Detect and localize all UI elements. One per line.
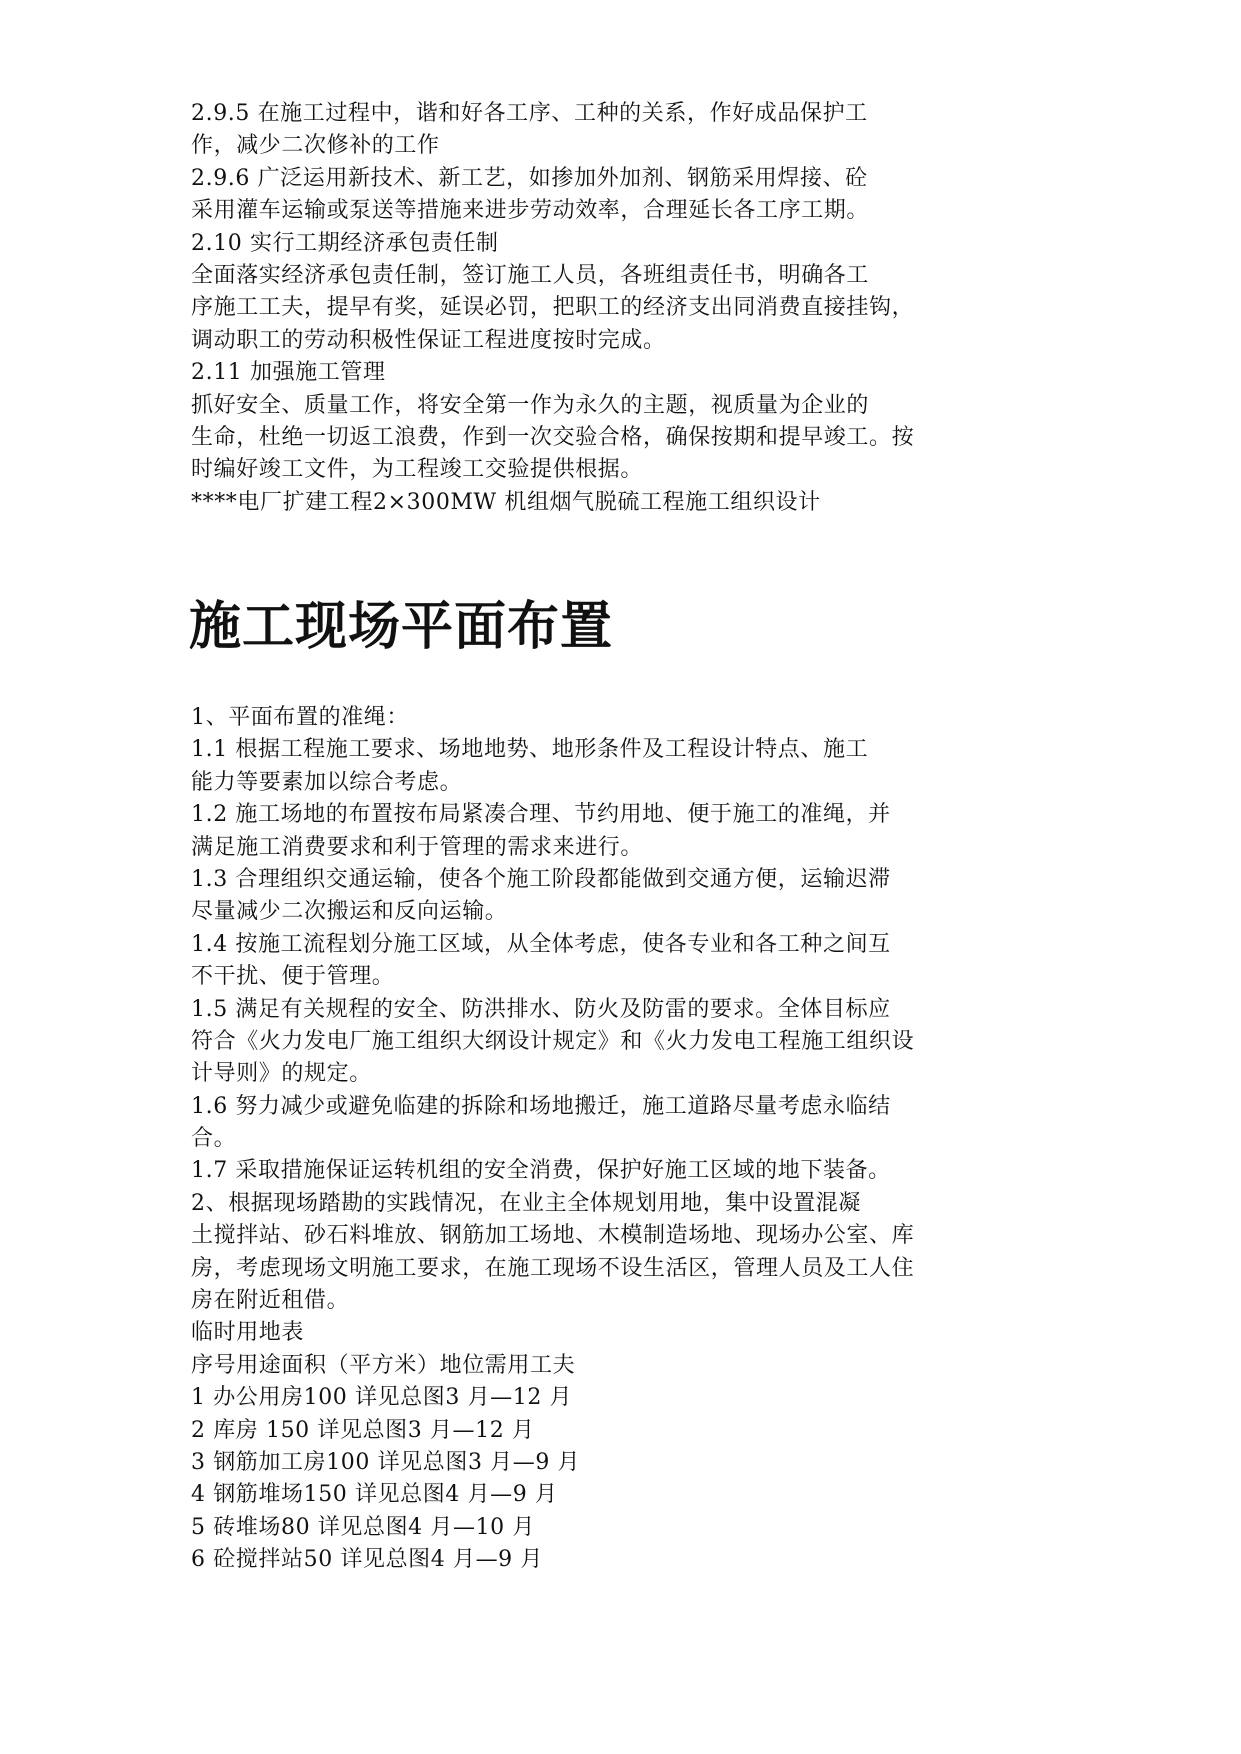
paragraph-line: 1.5 满足有关规程的安全、防洪排水、防火及防雷的要求。全体目标应: [191, 996, 891, 1022]
paragraph-line: 2、根据现场踏勘的实践情况，在业主全体规划用地，集中设置混凝: [191, 1190, 861, 1216]
table-row: 3 钢筋加工房100 详见总图3 月—9 月: [191, 1449, 581, 1475]
paragraph-line: 时编好竣工文件，为工程竣工交验提供根据。: [191, 457, 644, 483]
paragraph-line: 1.2 施工场地的布置按布局紧凑合理、节约用地、便于施工的准绳，并: [191, 802, 891, 828]
paragraph-line: 生命，杜绝一切返工浪费，作到一次交验合格，确保按期和提早竣工。按: [191, 424, 915, 450]
paragraph-line: 1.1 根据工程施工要求、场地地势、地形条件及工程设计特点、施工: [191, 737, 869, 763]
section-heading: 施工现场平面布置: [189, 597, 614, 657]
paragraph-line: 采用灌车运输或泵送等措施来进步劳动效率，合理延长各工序工期。: [191, 198, 870, 224]
subsection-title: 2.10 实行工期经济承包责任制: [191, 230, 499, 256]
document-footer-title: ****电厂扩建工程2×300MW 机组烟气脱硫工程施工组织设计: [191, 489, 821, 515]
table-header-row: 序号用途面积（平方米）地位需用工夫: [191, 1352, 576, 1378]
table-row: 2 库房 150 详见总图3 月—12 月: [191, 1417, 535, 1443]
table-title: 临时用地表: [191, 1320, 305, 1346]
paragraph-line: 土搅拌站、砂石料堆放、钢筋加工场地、木模制造场地、现场办公室、库: [191, 1223, 915, 1249]
paragraph-line: 1.7 采取措施保证运转机组的安全消费，保护好施工区域的地下装备。: [191, 1158, 891, 1184]
paragraph-line: 序施工工夫，提早有奖，延误必罚，把职工的经济支出同消费直接挂钩，: [191, 295, 915, 321]
paragraph-line: 合。: [191, 1126, 237, 1152]
paragraph-line: 不干扰、便于管理。: [191, 964, 395, 990]
paragraph-line: 满足施工消费要求和利于管理的需求来进行。: [191, 834, 644, 860]
paragraph-line: 调动职工的劳动积极性保证工程进度按时完成。: [191, 327, 666, 353]
paragraph-line: 作，减少二次修补的工作: [191, 133, 440, 159]
paragraph-line: 全面落实经济承包责任制，签订施工人员，各班组责任书，明确各工: [191, 262, 870, 288]
paragraph-line: 1.4 按施工流程划分施工区域，从全体考虑，使各专业和各工种之间互: [191, 931, 891, 957]
bottom-text-block: [191, 702, 1011, 1577]
paragraph-line: 1.6 努力减少或避免临建的拆除和场地搬迁，施工道路尽量考虑永临结: [191, 1093, 891, 1119]
table-row: 1 办公用房100 详见总图3 月—12 月: [191, 1385, 573, 1411]
subsection-title: 2.11 加强施工管理: [191, 360, 386, 386]
paragraph-line: 房，考虑现场文明施工要求，在施工现场不设生活区，管理人员及工人住: [191, 1255, 915, 1281]
paragraph-line: 2.9.6 广泛运用新技术、新工艺，如掺加外加剂、钢筋采用焊接、砼: [191, 165, 868, 191]
paragraph-line: 尽量减少二次搬运和反向运输。: [191, 899, 508, 925]
paragraph-line: 抓好安全、质量工作，将安全第一作为永久的主题，视质量为企业的: [191, 392, 870, 418]
paragraph-line: 符合《火力发电厂施工组织大纲设计规定》和《火力发电工程施工组织设: [191, 1028, 915, 1054]
paragraph-line: 2.9.5 在施工过程中，谐和好各工序、工种的关系，作好成品保护工: [191, 101, 868, 126]
paragraph-line: 1、平面布置的准绳：: [191, 705, 409, 730]
paragraph-line: 房在附近租借。: [191, 1288, 350, 1314]
paragraph-line: 1.3 合理组织交通运输，使各个施工阶段都能做到交通方便，运输迟滞: [191, 866, 891, 892]
paragraph-line: 计导则》的规定。: [191, 1061, 372, 1087]
table-row: 6 砼搅拌站50 详见总图4 月—9 月: [191, 1547, 543, 1573]
paragraph-line: 能力等要素加以综合考虑。: [191, 769, 463, 795]
table-row: 4 钢筋堆场150 详见总图4 月—9 月: [191, 1482, 558, 1508]
top-text-block: [191, 98, 1011, 519]
table-row: 5 砖堆场80 详见总图4 月—10 月: [191, 1514, 535, 1540]
